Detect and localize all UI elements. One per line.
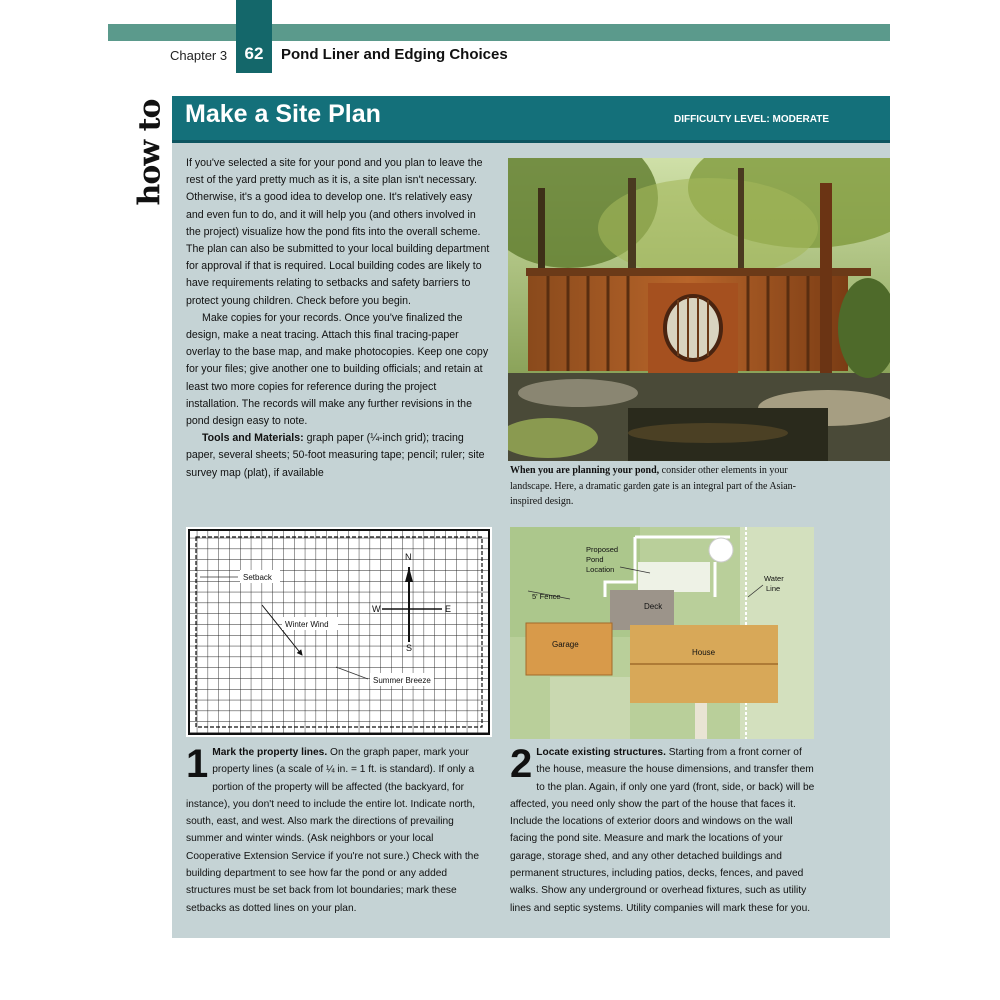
chapter-label: Chapter 3 — [170, 48, 228, 63]
house-label: House — [692, 648, 716, 657]
tools-text: graph paper (¼-inch grid); tracing paper, several sheets; 50-foot measuring tape; pencil; ruler; site survey map (plat), if available — [186, 432, 485, 479]
step-1-text: On the graph paper, mark your property lines (a scale of ¼ in. = 1 ft. is standard). If only a portion of the property will be affected (the backyard, for instance), you don't need to include the entire lot. Indicate north, south, east, and west. Also mark the directions of prevailing summer and winter winds. (Ask neighbors or your local Cooperative Extension Service if you're not sure.) Check with the building department to see how far the pond or any added structures must be set back from lot boundaries; mark these setbacks as dotted lines on your plan. — [186, 747, 479, 914]
caption-text: consider other elements in your landscape. Here, a dramatic garden gate is an integral part of the Asian-inspired design. — [510, 465, 796, 507]
west-label: W — [372, 604, 381, 614]
step-1-number: 1 — [186, 742, 209, 786]
pond-label: Pond — [586, 555, 604, 564]
side-label — [128, 98, 172, 216]
deck-label: Deck — [644, 602, 663, 611]
garage-label: Garage — [552, 640, 579, 649]
location-label: Location — [586, 565, 615, 574]
caption-lead: When you are planning your pond, — [510, 465, 660, 476]
step-1 — [186, 744, 491, 917]
step-2-number: 2 — [510, 742, 533, 786]
water-label: Water — [764, 574, 784, 583]
intro-paragraph-2: Make copies for your records. Once you've finalized the design, make a neat tracing. Attach this final tracing-paper overlay to the base map, and make photocopies. Keep one copy for your files; give another one to building officials; and retain at least two more copies for reference during the project installation. The records will make any further revisions in the pond design easy to note. — [186, 311, 489, 428]
east-label: E — [445, 604, 452, 614]
proposed-label: Proposed — [586, 545, 619, 554]
intro-paragraph-1: If you've selected a site for your pond and you plan to leave the rest of the yard pretty much as it is, a site plan isn't necessary. Otherwise, it's a good idea to develop one. It's relatively easy and even fun to do, and it will help you (and others involved in the project) visualize how the pond fits into the overall scheme. The plan can also be submitted to your local building department for approval if that is required. Local building codes are likely to have requirements relating to setbacks and safety barriers to protect young children. Check before you begin. — [186, 157, 490, 307]
difficulty-level: DIFFICULTY LEVEL: MODERATE — [674, 114, 829, 125]
page-number: 62 — [244, 44, 264, 63]
tools-paragraph — [186, 430, 491, 482]
fence-label: 5' Fence — [532, 592, 561, 601]
tools-label: Tools and Materials: — [202, 432, 304, 445]
title-bar — [172, 96, 890, 143]
step-2-text: Starting from a front corner of the house, measure the house dimensions, and transfer them to the plan. Again, if only one yard (front, side, or back) will be affected, you need only show the part of the house that faces it. Include the locations of exterior doors and windows on the wall facing the pond site. Measure and mark the locations of your garage, storage shed, and any other detached buildings and permanent structures, including patios, decks, fences, and paved walks. Show any underground or overhead fixtures, such as utility lines and septic systems. Utility companies will mark these for you. — [510, 747, 815, 914]
header-bar — [108, 24, 890, 41]
section-title: Pond Liner and Edging Choices — [281, 46, 508, 63]
south-label: S — [406, 643, 413, 653]
site-map-figure — [510, 527, 814, 739]
photo-caption — [510, 463, 810, 510]
setback-label: Setback — [243, 573, 272, 582]
intro-text — [186, 155, 491, 482]
how-to-label: how to — [132, 99, 168, 206]
winter-wind-label: Winter Wind — [285, 620, 329, 629]
north-label: N — [405, 552, 412, 562]
garden-gate-photo — [508, 158, 890, 461]
graph-paper-figure — [186, 527, 492, 737]
step-2 — [510, 744, 815, 917]
step-1-lead: Mark the property lines. — [212, 747, 328, 758]
step-2-lead: Locate existing structures. — [536, 747, 666, 758]
page-title: Make a Site Plan — [185, 100, 381, 128]
summer-breeze-label: Summer Breeze — [373, 676, 431, 685]
line-label: Line — [766, 584, 781, 593]
